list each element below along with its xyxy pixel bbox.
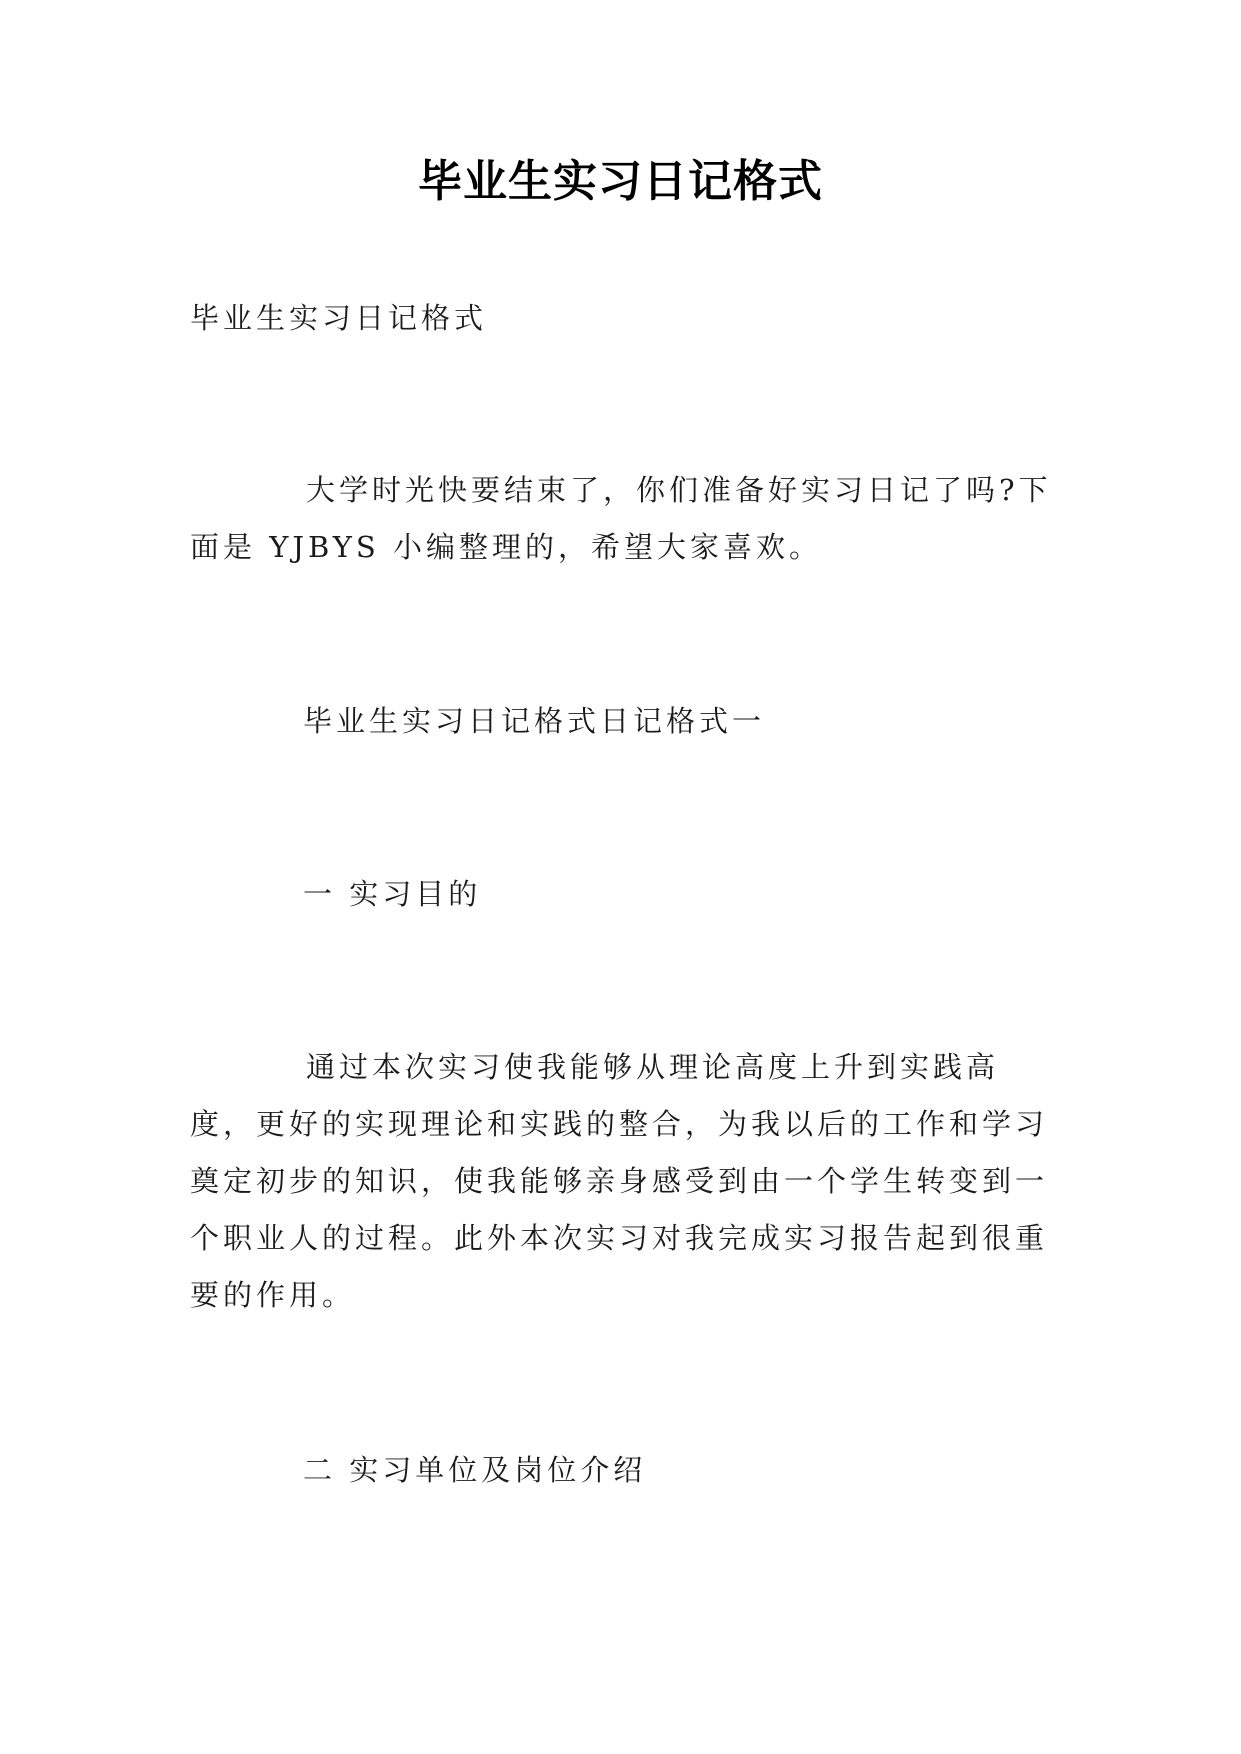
document-title: 毕业生实习日记格式: [418, 156, 823, 207]
purpose-paragraph: 通过本次实习使我能够从理论高度上升到实践高度，更好的实现理论和实践的整合，为我以后的工作和学习奠定初步的知识，使我能够亲身感受到由一个学生转变到一个职业人的过程。此外本次实习对我完成实习报告起到很重要的作用。: [190, 1050, 1049, 1312]
section-title: 毕业生实习日记格式日记格式一: [303, 704, 766, 738]
intro-paragraph: 大学时光快要结束了，你们准备好实习日记了吗?下面是 YJBYS 小编整理的，希望大家喜欢。: [190, 473, 1052, 564]
heading-unit-intro: 二 实习单位及岗位介绍: [303, 1453, 647, 1487]
heading-purpose: 一 实习目的: [303, 877, 482, 911]
subtitle-line: 毕业生实习日记格式: [190, 301, 488, 335]
